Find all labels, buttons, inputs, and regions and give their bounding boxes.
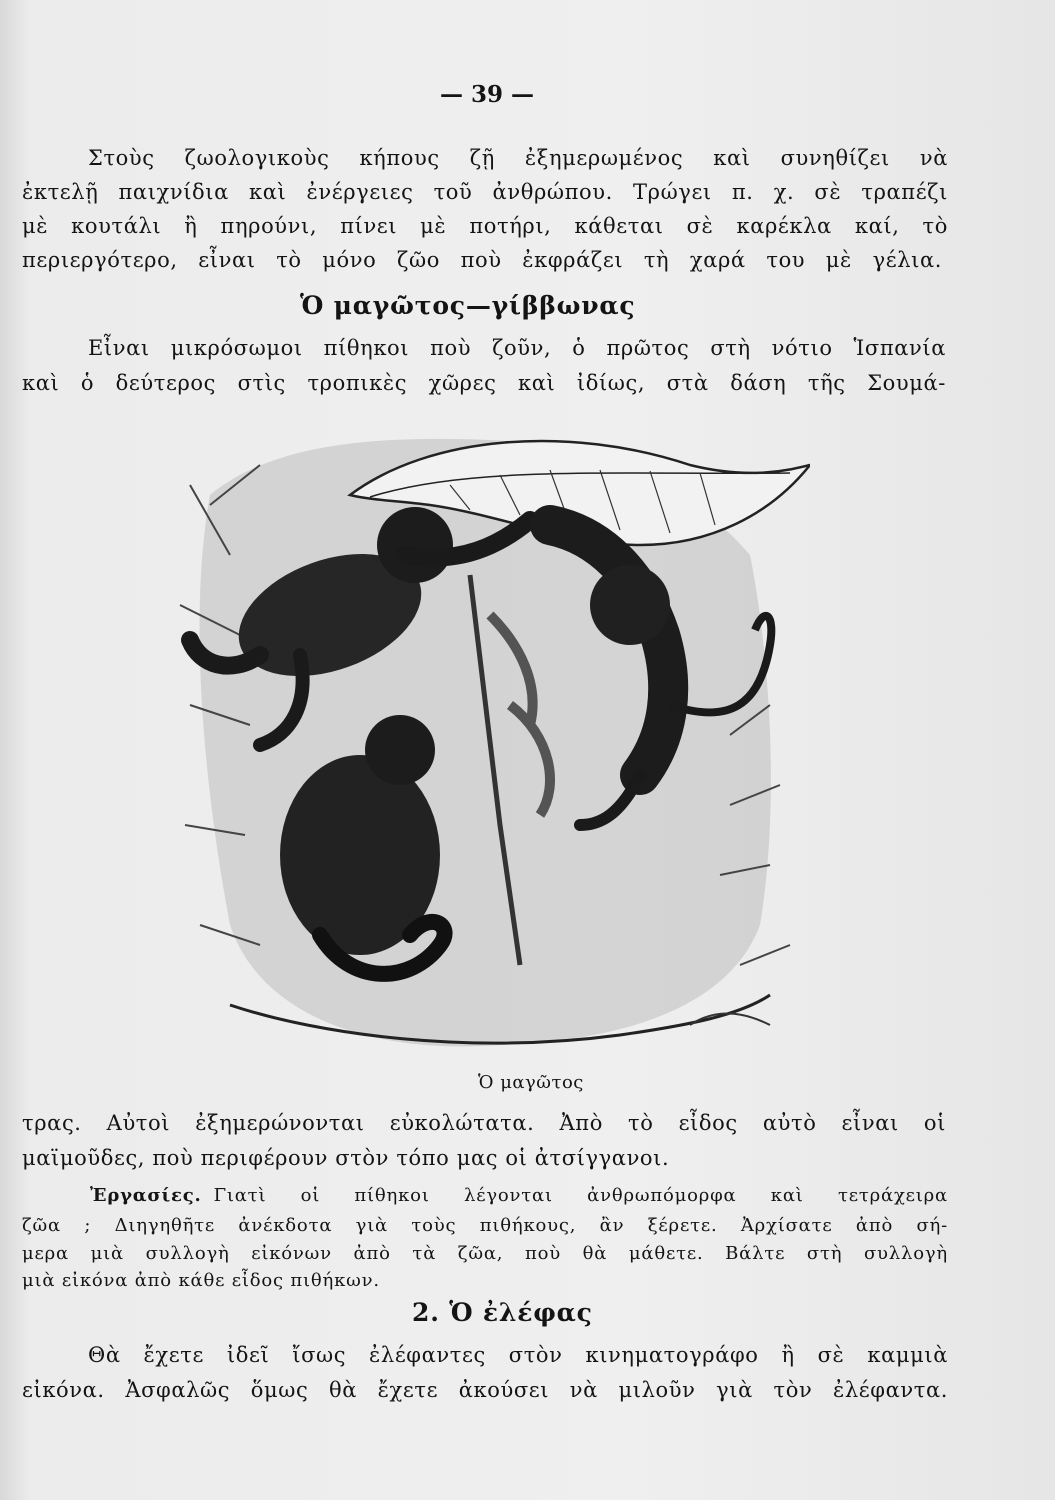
page-number: — 39 — [440,81,535,108]
exercises-line: ζῶα ; Διηγηθῆτε ἀνέκδοτα γιὰ τοὺς πιθήκους, ἂν ξέρετε. Ἀρχίσατε ἀπὸ σή- [22,1215,948,1236]
paragraph-line: περιεργότερο, εἶναι τὸ μόνο ζῶο ποὺ ἐκφράζει τὴ χαρά του μὲ γέλια. [22,248,942,272]
paragraph-line: καὶ ὁ δεύτερος στὶς τροπικὲς χῶρες καὶ ἰδίως, στὰ δάση τῆς Σουμά- [22,371,946,395]
figure-caption: Ὁ μαγῶτος [478,1072,584,1093]
exercises-line: μερα μιὰ συλλογὴ εἰκόνων ἀπὸ τὰ ζῶα, ποὺ θὰ μάθετε. Βάλτε στὴ συλλογὴ [22,1243,948,1264]
artist-signature [690,1013,770,1025]
exercises-line: μιὰ εἰκόνα ἀπὸ κάθε εἶδος πιθήκων. [22,1270,380,1291]
paragraph-line: μὲ κουτάλι ἢ πηρούνι, πίνει μὲ ποτήρι, κάθεται σὲ καρέκλα καί, τὸ [22,214,948,238]
section-heading-elephant: 2. Ὁ ἐλέφας [412,1298,593,1327]
paragraph-line: Θὰ ἔχετε ἰδεῖ ἴσως ἐλέφαντες στὸν κινηματογράφο ἢ σὲ καμμιὰ [88,1343,948,1367]
exercises-text: Γιατὶ οἱ πίθηκοι λέγονται ἀνθρωπόμορφα καὶ τετράχειρα [213,1185,948,1206]
paragraph-line: εἰκόνα. Ἀσφαλῶς ὅμως θὰ ἔχετε ἀκούσει νὰ μιλοῦν γιὰ τὸν ἐλέφαντα. [22,1378,948,1402]
paragraph-line: Στοὺς ζωολογικοὺς κήπους ζῇ ἐξημερωμένος καὶ συνηθίζει νὰ [88,146,948,170]
paragraph-line: τρας. Αὐτοὶ ἐξημερώνονται εὐκολώτατα. Ἀπὸ τὸ εἶδος αὐτὸ εἶναι οἱ [22,1111,946,1135]
paragraph-line: ἐκτελῇ παιχνίδια καὶ ἐνέργειες τοῦ ἀνθρώπου. Τρώγει π. χ. σὲ τραπέζι [22,180,948,204]
paragraph-line: Εἶναι μικρόσωμοι πίθηκοι ποὺ ζοῦν, ὁ πρῶτος στὴ νότιο Ἱσπανία [88,336,946,360]
exercises-label: Ἐργασίες. [90,1185,202,1206]
exercises-first-line [90,1183,948,1209]
section-heading-magot: Ὁ μαγῶτος—γίββωνας [300,291,636,320]
monkeys-illustration [170,405,810,1065]
paragraph-line: μαϊμοῦδες, ποὺ περιφέρουν στὸν τόπο μας οἱ ἀτσίγγανοι. [22,1146,670,1170]
